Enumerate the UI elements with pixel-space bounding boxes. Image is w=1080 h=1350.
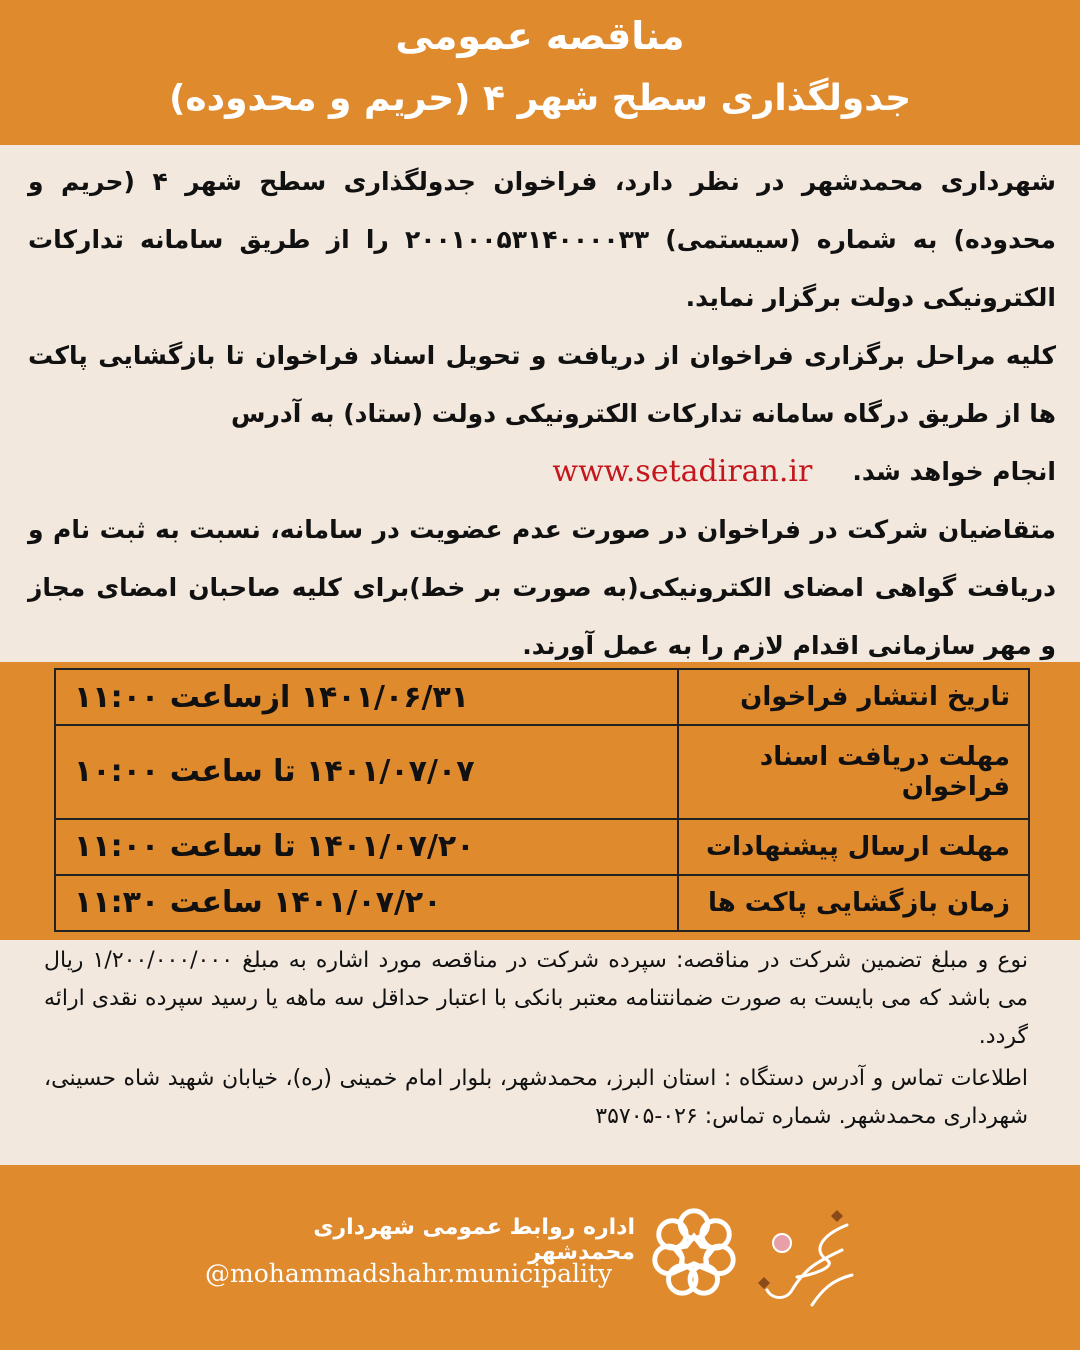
page-subtitle: جدولگذاری سطح شهر ۴ (حریم و محدوده)	[168, 78, 912, 119]
schedule-value: ۱۴۰۱/۰۷/۲۰ تا ساعت ۱۱:۰۰	[55, 819, 678, 875]
details-section	[0, 940, 1080, 1165]
page-title: مناقصه عمومی	[395, 14, 685, 58]
header-banner	[0, 0, 1080, 145]
schedule-label: زمان بازگشایی پاکت ها	[678, 875, 1029, 931]
announcement-body	[0, 145, 1080, 662]
paragraph-registration: متقاضیان شرکت در فراخوان در صورت عدم عضویت در سامانه، نسبت به ثبت نام و دریافت گواهی امضای الکترونیکی(به صورت بر خط)برای کلیه صاحبان امضای مجاز و مهر سازمانی اقدام لازم را به عمل آورند.	[28, 515, 1056, 660]
paragraph-process-end: انجام خواهد شد.	[852, 457, 1056, 486]
social-handle: @mohammadshahr.municipality	[205, 1259, 613, 1288]
municipality-logo-icon	[645, 1203, 743, 1301]
paragraph-process: کلیه مراحل برگزاری فراخوان از دریافت و تحویل اسناد فراخوان تا بازگشایی پاکت ها از طریق درگاه سامانه تدارکات الکترونیکی دولت (ستاد) به آدرس	[28, 341, 1056, 428]
contact-text: اطلاعات تماس و آدرس دستگاه : استان البرز، محمدشهر، بلوار امام خمینی (ره)، خیابان شهید شاه حسینی، شهرداری محمدشهر. شماره تماس: ۰۲۶-۳۵۷۰۵	[44, 1066, 1028, 1129]
schedule-value: ۱۴۰۱/۰۶/۳۱ ازساعت ۱۱:۰۰	[55, 669, 678, 725]
table-row	[55, 725, 1029, 819]
schedule-label: مهلت دریافت اسناد فراخوان	[678, 725, 1029, 819]
table-row	[55, 819, 1029, 875]
schedule-label: مهلت ارسال پیشنهادات	[678, 819, 1029, 875]
schedule-label: تاریخ انتشار فراخوان	[678, 669, 1029, 725]
setad-url-link[interactable]: www.setadiran.ir	[552, 454, 813, 489]
table-row	[55, 669, 1029, 725]
schedule-section	[0, 662, 1080, 940]
schedule-value: ۱۴۰۱/۰۷/۰۷ تا ساعت ۱۰:۰۰	[55, 725, 678, 819]
guarantee-text: نوع و مبلغ تضمین شرکت در مناقصه: سپرده شرکت در مناقصه مورد اشاره به مبلغ ۱/۲۰۰/۰۰۰/۰۰۰ ریال می باشد که می بایست به صورت ضمانتنامه معتبر بانکی با اعتبار حداقل سه ماهه یا رسید سپرده نقدی ارائه گردد.	[44, 948, 1028, 1049]
calligraphy-slogan-logo	[752, 1205, 862, 1315]
schedule-value: ۱۴۰۱/۰۷/۲۰ ساعت ۱۱:۳۰	[55, 875, 678, 931]
footer	[0, 1165, 1080, 1350]
schedule-table	[54, 668, 1030, 932]
department-name: اداره روابط عمومی شهرداری محمدشهر	[313, 1215, 635, 1265]
paragraph-intro: شهرداری محمدشهر در نظر دارد، فراخوان جدولگذاری سطح شهر ۴ (حریم و محدوده) به شماره (سیستمی) ۲۰۰۱۰۰۵۳۱۴۰۰۰۰۳۳ را از طریق سامانه تدارکات الکترونیکی دولت برگزار نماید.	[28, 167, 1057, 312]
table-row	[55, 875, 1029, 931]
